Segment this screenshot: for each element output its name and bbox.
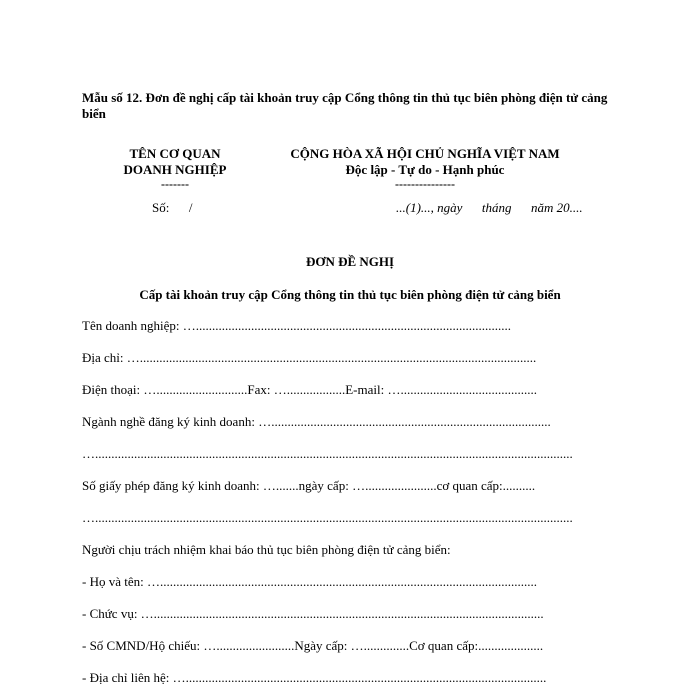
agency-name-line2: DOANH NGHIỆP bbox=[123, 162, 227, 177]
field-position: - Chức vụ: …........................................................................................................................ bbox=[82, 606, 544, 621]
field-business-license-continued: …................................................................................................................................................... bbox=[82, 510, 573, 525]
field-contact-address: - Địa chỉ liên hệ: …............................................................................................................... bbox=[82, 670, 547, 685]
field-business-license: Số giấy phép đăng ký kinh doanh: ….......ngày cấp: …......................cơ quan cấp:.......... bbox=[82, 478, 536, 493]
field-address: Địa chỉ: ….......................................................................................................................... bbox=[82, 350, 537, 365]
field-id-passport: - Số CMND/Hộ chiếu: …........................Ngày cấp: …..............Cơ quan cấp:.................... bbox=[82, 638, 544, 653]
responsible-person-label: Người chịu trách nhiệm khai báo thủ tục biên phòng điện tử cảng biển: bbox=[82, 542, 451, 557]
field-business-sector-continued: …................................................................................................................................................... bbox=[82, 446, 573, 461]
agency-block bbox=[100, 146, 250, 190]
nation-separator: --------------- bbox=[395, 177, 455, 191]
agency-separator: ------- bbox=[161, 177, 189, 191]
field-company-name: Tên doanh nghiệp: …................................................................................................. bbox=[82, 318, 511, 333]
field-phone-fax-email: Điện thoại: …............................Fax: …..................E-mail: ….......................................... bbox=[82, 382, 537, 397]
agency-name-line1: TÊN CƠ QUAN bbox=[129, 146, 221, 161]
document-number: Số: / bbox=[152, 200, 193, 215]
nation-name: CỘNG HÒA XÃ HỘI CHỦ NGHĨA VIỆT NAM bbox=[290, 146, 560, 161]
nation-motto: Độc lập - Tự do - Hạnh phúc bbox=[345, 162, 505, 177]
national-motto-block bbox=[270, 146, 580, 190]
field-business-sector: Ngành nghề đăng ký kinh doanh: …...................................................................................... bbox=[82, 414, 551, 429]
document-subheading: Cấp tài khoản truy cập Cổng thông tin thủ tục biên phòng điện tử cảng biển bbox=[139, 287, 561, 302]
document-date: ...(1)..., ngày tháng năm 20.... bbox=[396, 200, 583, 215]
document-heading: ĐƠN ĐỀ NGHỊ bbox=[305, 254, 395, 269]
field-full-name: - Họ và tên: ….................................................................................................................... bbox=[82, 574, 537, 589]
form-title: Mẫu số 12. Đơn đề nghị cấp tài khoản truy cập Cổng thông tin thủ tục biên phòng điện tử cảng biển bbox=[82, 90, 608, 121]
